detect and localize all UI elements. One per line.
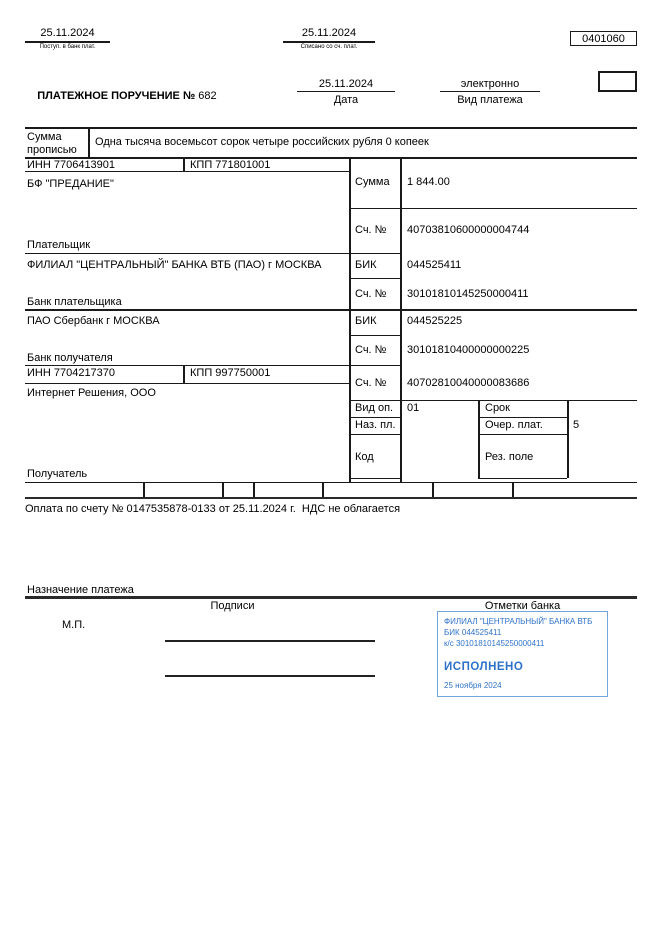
term-label: Срок — [485, 402, 510, 414]
amount-label: Сумма — [355, 176, 390, 188]
stamp-date: 25 ноября 2024 — [444, 681, 502, 690]
table-border — [349, 434, 401, 435]
empty-field-cell-border — [222, 482, 224, 497]
payment-purpose-label: Назначение платежа — [27, 584, 134, 596]
reserve-field-label: Рез. поле — [485, 451, 534, 463]
empty-field-cell-border — [512, 482, 514, 497]
bank-execution-stamp — [437, 611, 608, 697]
payment-purpose-text: Оплата по счету № 0147535878-0133 от 25.11.2024 г. НДС не облагается — [25, 503, 401, 515]
amount-words-label: Сумма прописью — [27, 131, 77, 156]
payee-inn: ИНН 7704217370 — [27, 367, 116, 379]
payee-account-label: Сч. № — [355, 377, 387, 389]
amount-value: 1 844.00 — [407, 176, 450, 188]
payer-bank-label: Банк плательщика — [27, 296, 122, 308]
payee-account: 40702810040000083686 — [407, 377, 530, 389]
table-border — [183, 157, 185, 172]
table-border — [25, 253, 400, 254]
payment-type-label: Вид платежа — [457, 94, 523, 106]
stamp-status: ИСПОЛНЕНО — [444, 661, 524, 673]
payee-bank-label: Банк получателя — [27, 352, 113, 364]
payer-name: БФ "ПРЕДАНИЕ" — [27, 178, 114, 190]
payer-bank-bik: 044525411 — [407, 259, 462, 271]
table-border — [478, 434, 567, 435]
table-border — [349, 278, 401, 279]
table-border — [88, 127, 90, 157]
table-border — [400, 157, 402, 483]
debited-date-underline — [283, 41, 375, 43]
priority-value: 5 — [573, 419, 580, 431]
payment-type-value: электронно — [460, 78, 520, 90]
table-border — [25, 383, 349, 384]
payee-bank-bik-label: БИК — [355, 315, 377, 327]
form-code-box — [570, 31, 637, 46]
payer-inn: ИНН 7706413901 — [27, 159, 116, 171]
received-date-underline — [25, 41, 110, 43]
payer-account: 40703810600000004744 — [407, 224, 530, 236]
payee-bank-account: 30101810400000000225 — [407, 344, 530, 356]
op-type-value: 01 — [407, 402, 420, 414]
table-border — [478, 400, 480, 479]
empty-field-cell-border — [322, 482, 324, 497]
stamp-bik: БИК 044525411 — [444, 628, 502, 637]
purpose-section-border — [25, 596, 637, 599]
stamp-bank-name: ФИЛИАЛ "ЦЕНТРАЛЬНЫЙ" БАНКА ВТБ — [444, 617, 593, 626]
signature-line-2 — [165, 675, 375, 677]
empty-field-cell-border — [143, 482, 145, 497]
payer-bank-name: ФИЛИАЛ "ЦЕНТРАЛЬНЫЙ" БАНКА ВТБ (ПАО) г МОСКВА — [27, 259, 322, 271]
amount-words-value: Одна тысяча восемьсот сорок четыре российских рубля 0 копеек — [95, 136, 429, 148]
date-underline — [297, 91, 395, 92]
table-border — [25, 127, 637, 129]
bank-marks-label: Отметки банка — [484, 600, 561, 612]
payee-bank-bik: 044525225 — [407, 315, 463, 327]
table-border — [349, 478, 401, 479]
payer-bank-account: 30101810145250000411 — [407, 288, 529, 300]
received-date-label: Поступ. в банк плат. — [39, 44, 96, 50]
priority-checkbox — [598, 71, 637, 92]
payee-kpp: КПП 997750001 — [190, 367, 271, 379]
empty-field-cell-border — [432, 482, 434, 497]
payer-bank-bik-label: БИК — [355, 259, 377, 271]
debited-date-value: 25.11.2024 — [301, 27, 357, 39]
purpose-code-label: Наз. пл. — [355, 419, 396, 431]
payee-name: Интернет Решения, ООО — [27, 387, 156, 399]
document-date: 25.11.2024 — [318, 78, 374, 90]
table-border — [183, 365, 185, 384]
table-border — [567, 400, 569, 479]
stamp-corr-account: к/с 30101810145250000411 — [444, 639, 545, 648]
priority-label: Очер. плат. — [485, 419, 543, 431]
table-border — [25, 365, 400, 366]
signatures-label: Подписи — [210, 600, 255, 612]
table-border — [478, 417, 567, 418]
table-border — [349, 417, 401, 418]
table-border — [25, 309, 637, 311]
table-border — [478, 478, 567, 479]
table-border — [349, 157, 351, 483]
payer-account-label: Сч. № — [355, 224, 387, 236]
code-label: Код — [355, 451, 374, 463]
payer-kpp: КПП 771801001 — [190, 159, 271, 171]
document-number: 682 — [198, 90, 217, 102]
payee-label: Получатель — [27, 468, 88, 480]
payee-bank-name: ПАО Сбербанк г МОСКВА — [27, 315, 160, 327]
document-title: ПЛАТЕЖНОЕ ПОРУЧЕНИЕ № — [37, 90, 196, 102]
op-type-label: Вид оп. — [355, 402, 394, 414]
table-border-thick — [25, 497, 637, 500]
table-border — [25, 157, 637, 159]
payee-bank-account-label: Сч. № — [355, 344, 387, 356]
seal-place-label: М.П. — [62, 619, 86, 631]
table-border — [25, 482, 637, 483]
table-border — [349, 400, 637, 401]
payer-label: Плательщик — [27, 239, 91, 251]
received-date-value: 25.11.2024 — [40, 27, 95, 39]
payment-type-underline — [440, 91, 540, 92]
date-label: Дата — [333, 94, 359, 106]
table-border — [349, 335, 401, 336]
form-code: 0401060 — [582, 33, 625, 45]
table-border — [349, 208, 637, 209]
signature-line-1 — [165, 640, 375, 642]
debited-date-label: Списано со сч. плат. — [300, 44, 358, 50]
empty-field-cell-border — [253, 482, 255, 497]
payer-bank-account-label: Сч. № — [355, 288, 387, 300]
